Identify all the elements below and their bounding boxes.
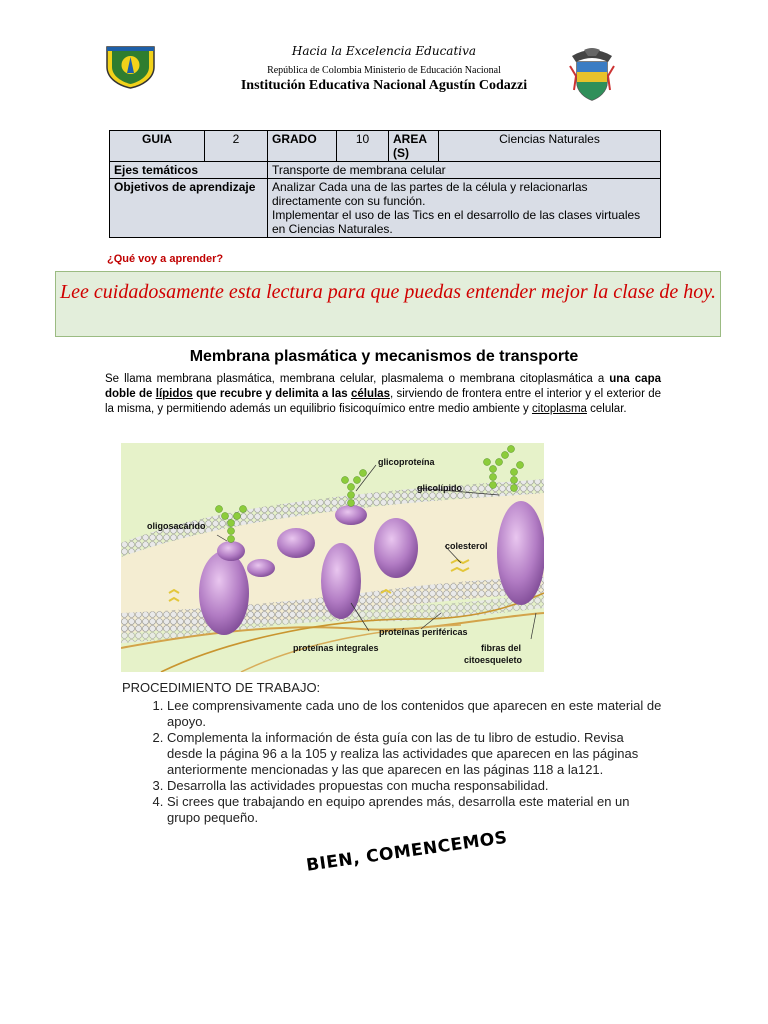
- citoplasma-link[interactable]: citoplasma: [531, 403, 587, 415]
- paragraph-end: celular.: [586, 403, 627, 415]
- list-item: 3. Desarrolla las actividades propuestas con mucha responsabilidad.: [167, 778, 662, 794]
- ejes-value: Transporte de membrana celular: [268, 162, 661, 179]
- ejes-label: Ejes temáticos: [110, 162, 268, 179]
- list-item: 1. Lee comprensivamente cada uno de los contenidos que aparecen en este material de apoyo.: [167, 698, 662, 730]
- table-row: [110, 162, 661, 179]
- label-integrales: proteínas integrales: [293, 643, 379, 653]
- label-colesterol: colesterol: [445, 541, 488, 551]
- guia-value: 2: [205, 131, 268, 162]
- membrane-illustration: [121, 443, 544, 672]
- institution-name: Institución Educativa Nacional Agustín Codazzi: [240, 78, 528, 93]
- table-row: [110, 179, 661, 238]
- procedure-section: [122, 680, 662, 826]
- label-citoesqueleto: citoesqueleto: [464, 655, 523, 665]
- procedure-list: [122, 698, 662, 826]
- article-title: Membrana plasmática y mecanismos de transporte: [189, 348, 579, 365]
- paragraph-bold-2: que recubre y delimita a las: [192, 388, 351, 400]
- list-item: 4. Si crees que trabajando en equipo aprendes más, desarrolla este material en un grupo pequeño.: [167, 794, 662, 826]
- closing-wordart: BIEN, COMENCEMOS: [305, 827, 509, 876]
- guide-info-table: [109, 130, 661, 238]
- membrane-diagram: [121, 443, 544, 672]
- objetivos-value: [268, 179, 661, 238]
- motto: Hacia la Excelencia Educativa: [291, 44, 477, 58]
- paragraph-bold-1: una capa doble de: [105, 373, 661, 400]
- label-perifericas: proteínas periféricas: [379, 627, 468, 637]
- label-oligosacarido: oligosacárido: [147, 521, 206, 531]
- procedure-heading: PROCEDIMIENTO DE TRABAJO:: [122, 680, 321, 695]
- grado-label: GRADO: [268, 131, 337, 162]
- list-item: 2. Complementa la información de ésta guía con las de tu libro de estudio. Revisa desde la página 96 a la 105 y realiza las actividades que aparecen en las páginas anteriormente mencionadas y las que aparecen en las páginas 118 a la121.: [167, 730, 662, 778]
- ministry-line: República de Colombia Ministerio de Educación Nacional: [267, 65, 501, 76]
- paragraph-middle: , sirviendo de frontera entre el interior y el exterior de la misma, y permitiendo además un equilibrio fisicoquímico entre medio ambiente y: [105, 388, 662, 415]
- notice-text: Lee cuidadosamente esta lectura para que puedas entender mejor la clase de hoy.: [60, 281, 716, 303]
- label-glicolipido: glicolípido: [417, 483, 462, 493]
- area-label: AREA (S): [389, 131, 439, 162]
- section-question: ¿Qué voy a aprender?: [107, 253, 224, 265]
- paragraph-start: Se llama membrana plasmática, membrana celular, plasmalema o membrana citoplasmática a: [105, 373, 610, 385]
- grado-value: 10: [337, 131, 389, 162]
- table-row: [110, 131, 661, 162]
- guia-label: GUIA: [110, 131, 205, 162]
- objetivos-label: Objetivos de aprendizaje: [110, 179, 268, 238]
- celulas-link[interactable]: células: [350, 388, 390, 400]
- article-paragraph: [105, 372, 661, 417]
- label-fibras: fibras del: [481, 643, 522, 653]
- area-value: Ciencias Naturales: [439, 131, 661, 162]
- lipidos-link[interactable]: lípidos: [155, 388, 193, 400]
- label-glicoproteina: glicoproteína: [378, 457, 435, 467]
- objetivo-1: Analizar Cada una de las partes de la célula y relacionarlas directamente con su función.: [272, 180, 588, 208]
- reading-notice-box: [55, 271, 721, 337]
- objetivo-2: Implementar el uso de las Tics en el desarrollo de las clases virtuales en Ciencias Naturales.: [272, 208, 641, 236]
